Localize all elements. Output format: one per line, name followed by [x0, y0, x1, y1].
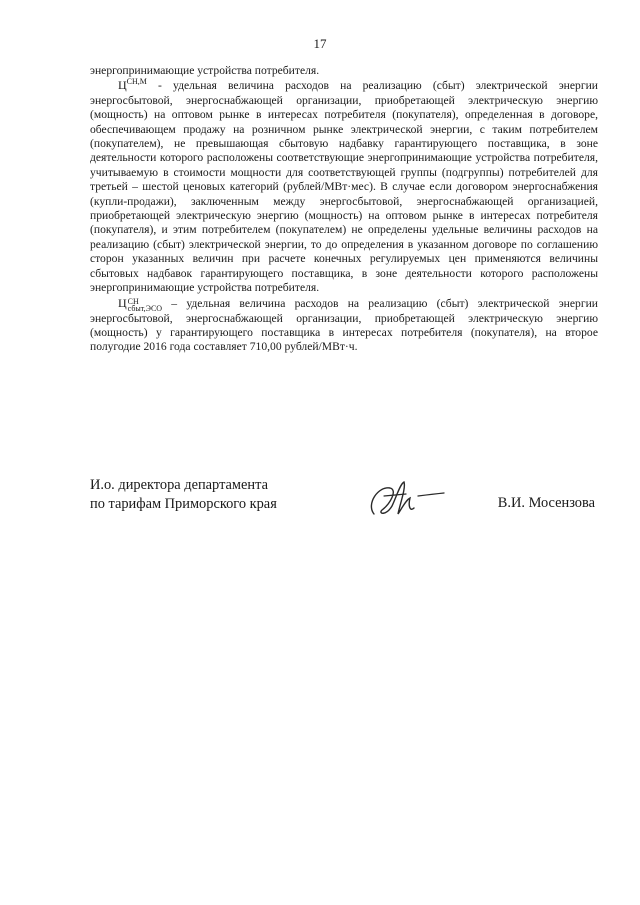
formula-symbol: $Ц^{СН,М}$: [118, 77, 147, 93]
formula-superscript: СН: [127, 296, 139, 306]
handwritten-signature: [360, 474, 450, 522]
formula-symbol: Ц СН сбыт,ЭСО: [118, 295, 163, 313]
document-body: [90, 64, 598, 355]
paragraph-text: - удельная величина расходов на реализацию (сбыт) электрической энергии энергосбытовой, энергоснабжающей организации, приобретающей электрическую энергию (мощность) на оптовом рынке в интересах потребителя (покупателя), определенная в договоре, обеспечивающем продажу на розничном рынке электрической энергии, с таким потребителем (покупателем), не превышающая сбытовую надбавку гарантирующего поставщика, в зоне деятельности которого расположены соответствующие энергопринимающие устройства потребителя, учитываемую в стоимости мощности для соответствующей группы (подгруппы) потребителей для третьей – шестой ценовых категорий (рублей/МВт·мес). В случае если договором энергоснабжения (купли-продажи), заключенным между энергосбытовой, энергоснабжающей организацией, приобретающей электрическую энергию (мощность) на оптовом рынке в интересах потребителя (покупателя), и этим потребителем (покупателем) не определены удельные величины расходов на реализацию (сбыт) электрической энергии, то до определения в указанном договоре по соглашению сторон указанных величин при расчете конечных регулируемых цен применяются величины сбытовых надбавок гарантирующего поставщика, в зоне деятельности которого расположены энергопринимающие устройства потребителя.: [90, 79, 598, 295]
signatory-title-line-1: И.о. директора департамента: [90, 477, 268, 493]
paragraph-sales-rate: [90, 296, 598, 355]
formula-superscript: СН,М: [126, 77, 147, 87]
paragraph-tariff-definition: [90, 78, 598, 295]
formula-subscript: сбыт,ЭСО: [127, 303, 163, 313]
page-number: 17: [313, 36, 327, 51]
signatory-title: [90, 476, 277, 514]
paragraph-continuation: энергопринимающие устройства потребителя.: [90, 64, 320, 77]
paragraph-text: – удельная величина расходов на реализацию (сбыт) электрической энергии энергосбытовой, энергоснабжающей организации, приобретающей электрическую энергию (мощность) у гарантирующего поставщика в интересах потребителя (покупателя), на второе полугодие 2016 года составляет 710,00 рублей/МВт·ч.: [90, 296, 598, 354]
signatory-title-line-2: по тарифам Приморского края: [90, 496, 277, 512]
signatory-name: В.И. Мосензова: [497, 495, 595, 511]
